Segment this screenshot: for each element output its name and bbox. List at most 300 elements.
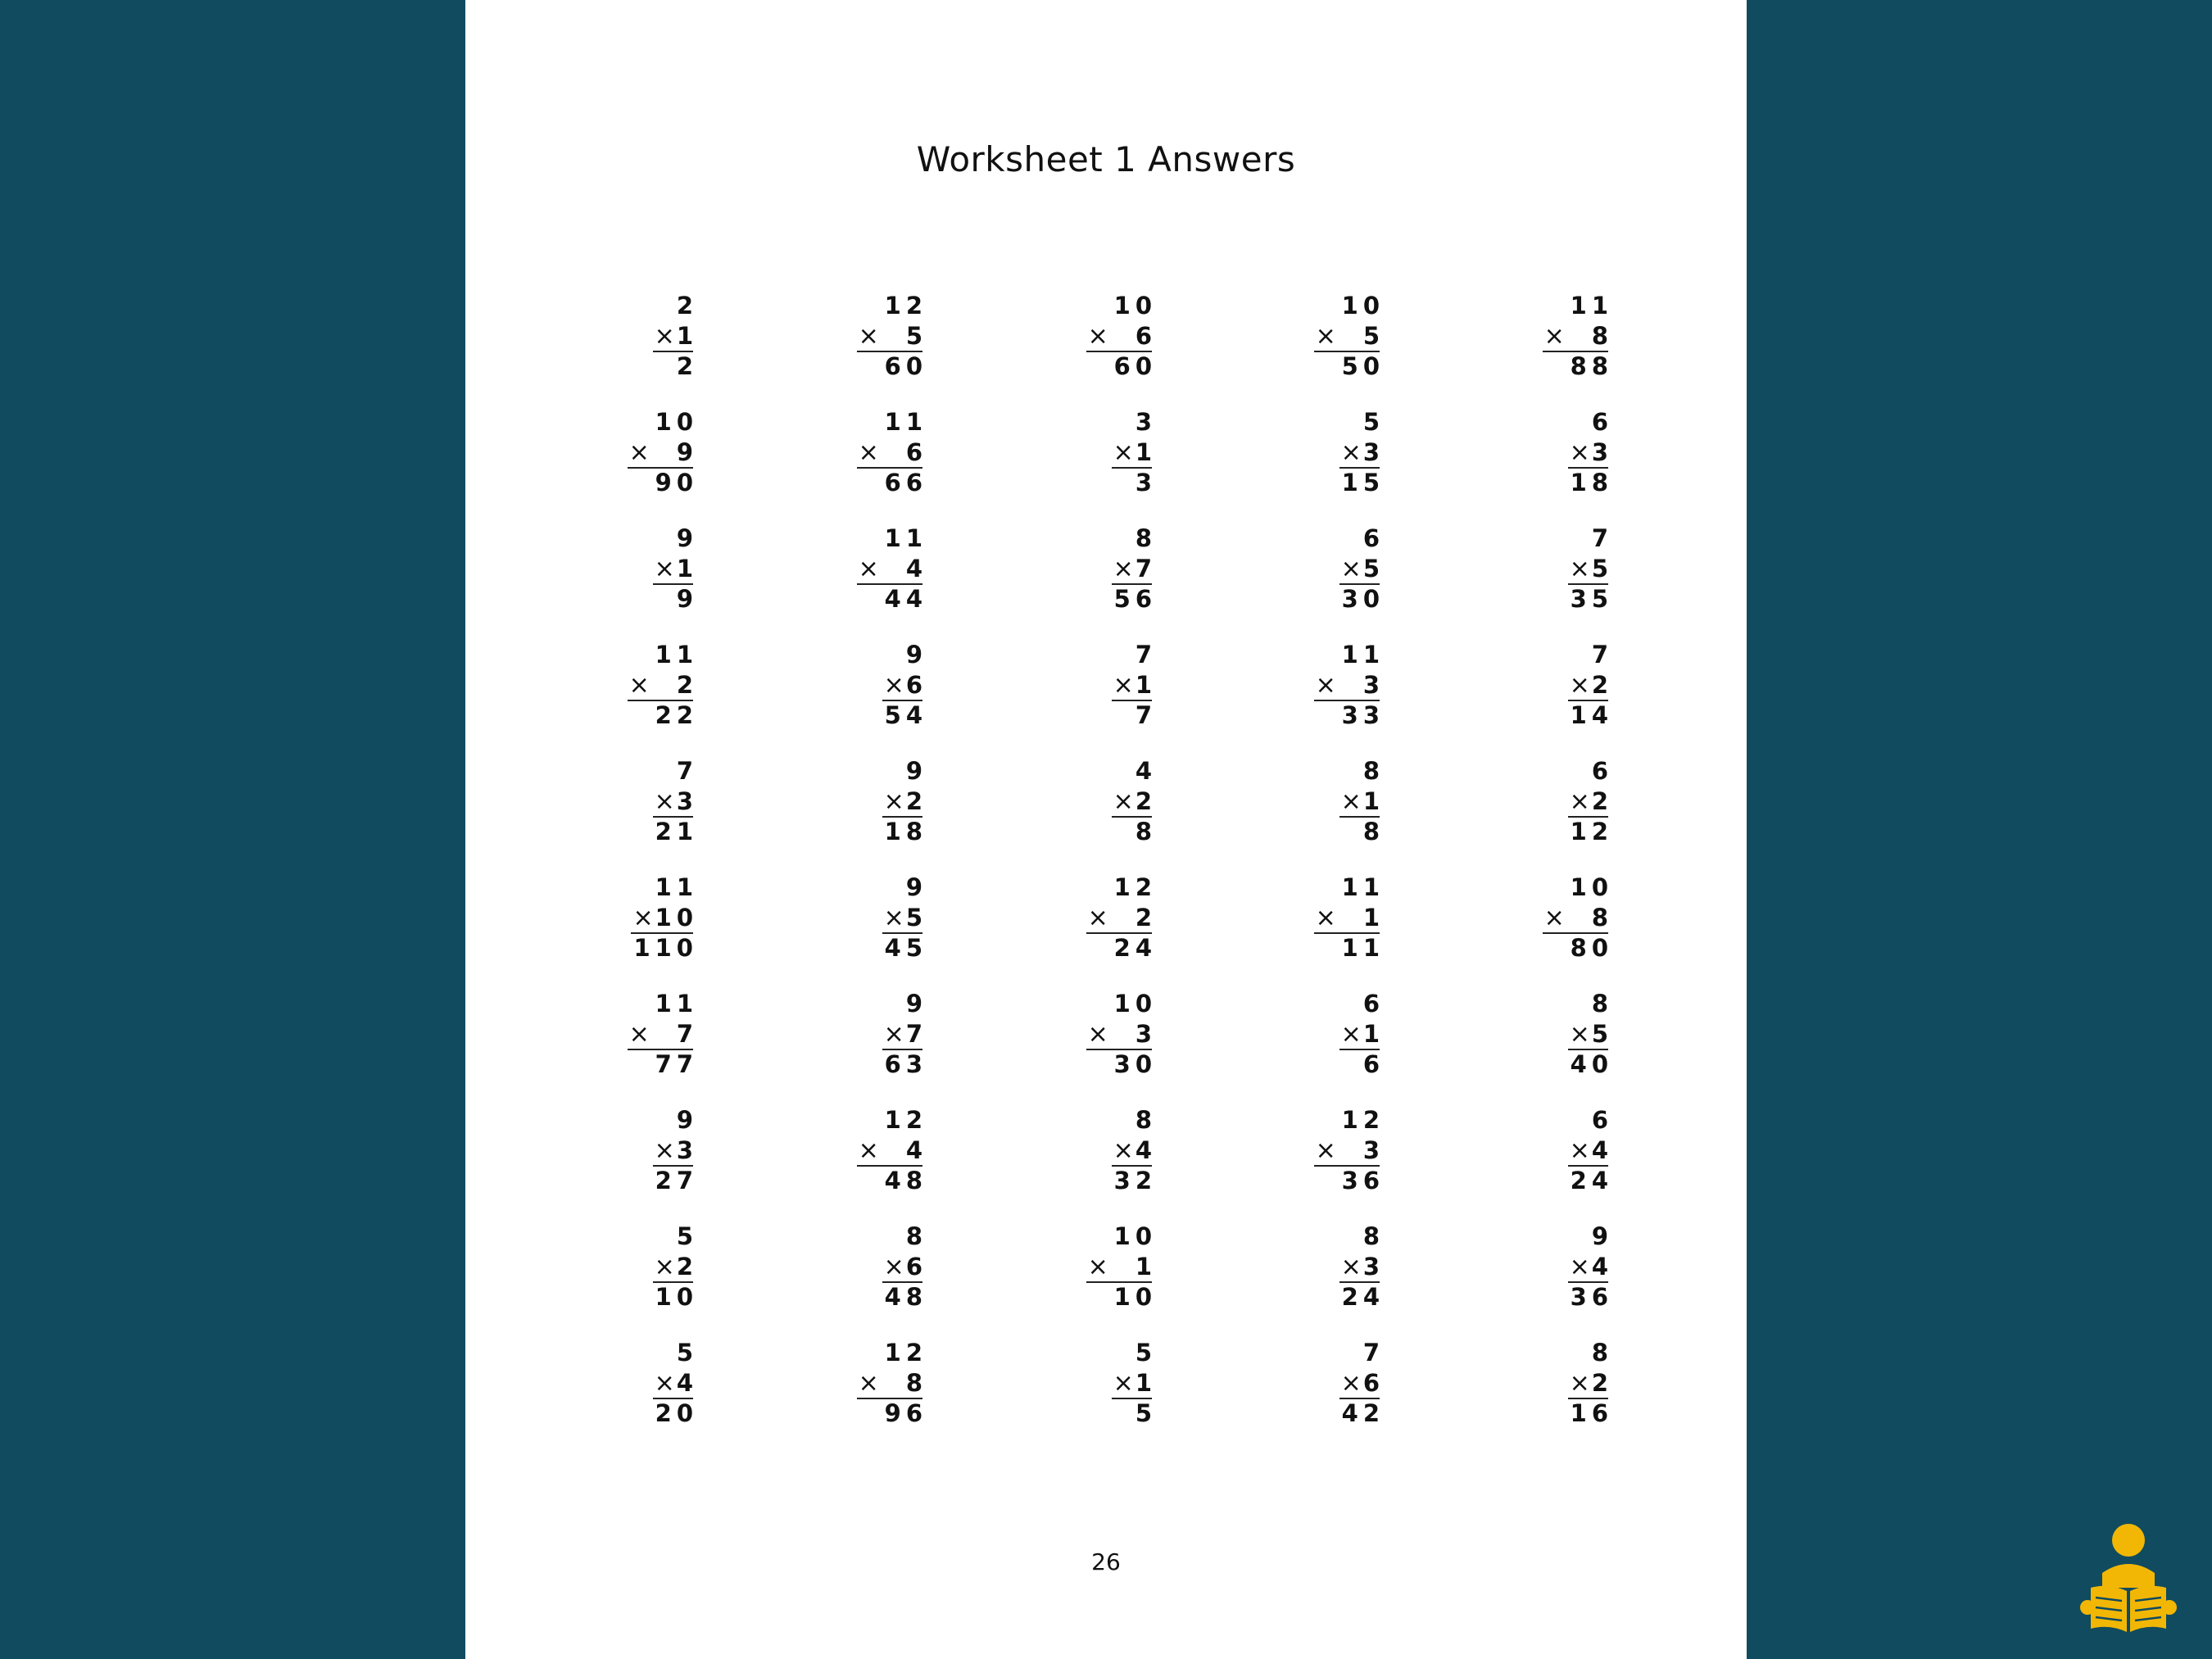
product-answer: 66 bbox=[884, 469, 927, 496]
times-sign: × bbox=[1113, 787, 1134, 816]
multiplication-problem bbox=[1029, 1338, 1157, 1436]
multiplication-problem bbox=[1485, 756, 1613, 854]
multiplier-line bbox=[859, 437, 927, 468]
times-sign: × bbox=[628, 1020, 650, 1049]
times-sign: × bbox=[858, 555, 879, 583]
product-answer: 18 bbox=[884, 818, 927, 845]
product-answer: 54 bbox=[884, 701, 927, 729]
multiplier-line bbox=[1316, 321, 1385, 351]
product-answer: 10 bbox=[1113, 1283, 1157, 1311]
multiplier: 3 bbox=[1362, 1253, 1385, 1281]
product-answer: 88 bbox=[1570, 352, 1613, 380]
multiplier-line bbox=[859, 1368, 927, 1398]
multiplication-problem bbox=[800, 1338, 927, 1436]
product-answer: 48 bbox=[884, 1283, 927, 1311]
multiplication-problem bbox=[800, 873, 927, 971]
times-sign: × bbox=[1569, 787, 1590, 816]
multiplication-problem bbox=[1029, 291, 1157, 389]
multiplication-problem bbox=[1257, 1338, 1385, 1436]
multiplicand: 6 bbox=[1591, 408, 1613, 436]
multiplication-problem bbox=[570, 1338, 698, 1436]
multiplier-line bbox=[655, 786, 698, 817]
multiplication-problem bbox=[1257, 640, 1385, 738]
multiplicand: 5 bbox=[1362, 408, 1385, 436]
times-sign: × bbox=[1087, 322, 1108, 351]
multiplication-problem bbox=[1485, 640, 1613, 738]
multiplier: 3 bbox=[1362, 438, 1385, 466]
multiplicand: 9 bbox=[905, 641, 927, 669]
reader-right-hand-shape bbox=[2162, 1600, 2177, 1615]
multiplier: 5 bbox=[905, 322, 927, 350]
times-sign: × bbox=[1569, 1369, 1590, 1398]
multiplier-line bbox=[1570, 1019, 1613, 1049]
times-sign: × bbox=[883, 671, 904, 700]
multiplicand: 9 bbox=[676, 1106, 698, 1134]
page-number: 26 bbox=[1091, 1548, 1121, 1575]
multiplication-problem bbox=[1257, 291, 1385, 389]
times-sign: × bbox=[654, 322, 675, 351]
multiplication-problem bbox=[1029, 873, 1157, 971]
multiplier-line bbox=[1088, 1019, 1157, 1049]
multiplier: 5 bbox=[1591, 555, 1613, 582]
multiplier-line bbox=[1341, 786, 1385, 817]
times-sign: × bbox=[1113, 1369, 1134, 1398]
multiplication-problem bbox=[1029, 989, 1157, 1087]
multiplier-line bbox=[1113, 1368, 1157, 1398]
multiplier: 7 bbox=[676, 1020, 698, 1048]
multiplier: 3 bbox=[676, 787, 698, 815]
multiplication-problem bbox=[1485, 873, 1613, 971]
product-answer: 32 bbox=[1113, 1167, 1157, 1194]
times-sign: × bbox=[632, 904, 654, 932]
times-sign: × bbox=[1340, 1369, 1362, 1398]
times-sign: × bbox=[883, 787, 904, 816]
multiplication-problem bbox=[1257, 1222, 1385, 1320]
multiplication-problem bbox=[800, 291, 927, 389]
multiplicand: 12 bbox=[884, 1339, 927, 1367]
times-sign: × bbox=[1315, 1136, 1336, 1165]
product-answer: 16 bbox=[1570, 1399, 1613, 1427]
multiplicand: 12 bbox=[1341, 1106, 1385, 1134]
multiplication-problem bbox=[570, 1105, 698, 1203]
multiplier: 8 bbox=[1591, 904, 1613, 931]
multiplier: 3 bbox=[1362, 671, 1385, 699]
multiplicand: 10 bbox=[1113, 990, 1157, 1018]
multiplier: 5 bbox=[905, 904, 927, 931]
multiplicand: 7 bbox=[1362, 1339, 1385, 1367]
product-answer: 60 bbox=[884, 352, 927, 380]
multiplier-line bbox=[655, 554, 698, 584]
multiplication-problem bbox=[1485, 1105, 1613, 1203]
multiplier-line bbox=[1544, 321, 1613, 351]
product-answer: 5 bbox=[1135, 1399, 1157, 1427]
multiplier-line bbox=[859, 321, 927, 351]
product-answer: 2 bbox=[676, 352, 698, 380]
times-sign: × bbox=[1569, 555, 1590, 583]
multiplicand: 5 bbox=[676, 1222, 698, 1250]
times-sign: × bbox=[883, 1020, 904, 1049]
times-sign: × bbox=[858, 322, 879, 351]
reader-body-shape bbox=[2102, 1564, 2155, 1588]
multiplication-problem bbox=[1029, 1105, 1157, 1203]
times-sign: × bbox=[1543, 322, 1565, 351]
multiplier-line bbox=[1544, 903, 1613, 933]
multiplier: 1 bbox=[1362, 904, 1385, 931]
multiplication-problem bbox=[570, 989, 698, 1087]
product-answer: 35 bbox=[1570, 585, 1613, 613]
multiplier: 6 bbox=[905, 671, 927, 699]
multiplier: 2 bbox=[1135, 787, 1157, 815]
multiplicand: 11 bbox=[655, 873, 698, 901]
product-answer: 24 bbox=[1341, 1283, 1385, 1311]
multiplication-problem bbox=[800, 640, 927, 738]
multiplication-problem bbox=[800, 756, 927, 854]
multiplicand: 7 bbox=[1591, 641, 1613, 669]
product-answer: 15 bbox=[1341, 469, 1385, 496]
multiplier: 7 bbox=[905, 1020, 927, 1048]
multiplication-problem bbox=[1485, 1338, 1613, 1436]
multiplier: 4 bbox=[905, 1136, 927, 1164]
multiplier-line bbox=[884, 670, 927, 700]
multiplicand: 8 bbox=[1362, 757, 1385, 785]
product-answer: 8 bbox=[1362, 818, 1385, 845]
multiplicand: 6 bbox=[1591, 757, 1613, 785]
times-sign: × bbox=[858, 1369, 879, 1398]
multiplier: 4 bbox=[1591, 1253, 1613, 1281]
multiplicand: 10 bbox=[1341, 292, 1385, 320]
times-sign: × bbox=[1087, 1020, 1108, 1049]
times-sign: × bbox=[858, 1136, 879, 1165]
product-answer: 6 bbox=[1362, 1050, 1385, 1078]
multiplier: 2 bbox=[676, 671, 698, 699]
worksheet-page bbox=[465, 0, 1747, 1659]
product-answer: 63 bbox=[884, 1050, 927, 1078]
product-answer: 10 bbox=[655, 1283, 698, 1311]
multiplication-problem bbox=[570, 873, 698, 971]
multiplicand: 8 bbox=[1591, 990, 1613, 1018]
multiplicand: 9 bbox=[905, 990, 927, 1018]
multiplier-line bbox=[1088, 321, 1157, 351]
multiplication-problem bbox=[570, 291, 698, 389]
multiplier: 2 bbox=[1591, 671, 1613, 699]
multiplication-problem bbox=[800, 524, 927, 622]
multiplier: 6 bbox=[1135, 322, 1157, 350]
product-answer: 9 bbox=[676, 585, 698, 613]
reader-icon bbox=[2079, 1522, 2178, 1634]
multiplier: 1 bbox=[1135, 1369, 1157, 1397]
multiplication-problem bbox=[1029, 756, 1157, 854]
multiplier: 2 bbox=[905, 787, 927, 815]
multiplier-line bbox=[655, 321, 698, 351]
multiplier-line bbox=[1113, 1135, 1157, 1166]
multiplication-problem bbox=[570, 407, 698, 505]
reader-head-shape bbox=[2112, 1524, 2145, 1557]
multiplier: 8 bbox=[905, 1369, 927, 1397]
times-sign: × bbox=[1340, 555, 1362, 583]
multiplier-line bbox=[1570, 670, 1613, 700]
multiplication-problem bbox=[800, 989, 927, 1087]
times-sign: × bbox=[654, 1253, 675, 1281]
product-answer: 30 bbox=[1341, 585, 1385, 613]
product-answer: 42 bbox=[1341, 1399, 1385, 1427]
multiplication-problem bbox=[800, 1105, 927, 1203]
times-sign: × bbox=[654, 787, 675, 816]
multiplicand: 12 bbox=[1113, 873, 1157, 901]
multiplicand: 7 bbox=[1135, 641, 1157, 669]
times-sign: × bbox=[1569, 438, 1590, 467]
product-answer: 90 bbox=[655, 469, 698, 496]
product-answer: 40 bbox=[1570, 1050, 1613, 1078]
multiplier: 9 bbox=[676, 438, 698, 466]
multiplication-problem bbox=[570, 756, 698, 854]
multiplier-line bbox=[1570, 437, 1613, 468]
multiplication-problem bbox=[1257, 1105, 1385, 1203]
multiplicand: 10 bbox=[1570, 873, 1613, 901]
times-sign: × bbox=[1113, 1136, 1134, 1165]
multiplication-problem bbox=[800, 407, 927, 505]
times-sign: × bbox=[1340, 787, 1362, 816]
times-sign: × bbox=[1113, 438, 1134, 467]
product-answer: 14 bbox=[1570, 701, 1613, 729]
multiplier-line bbox=[1316, 903, 1385, 933]
times-sign: × bbox=[1569, 1020, 1590, 1049]
multiplier: 3 bbox=[676, 1136, 698, 1164]
product-answer: 22 bbox=[655, 701, 698, 729]
times-sign: × bbox=[883, 904, 904, 932]
multiplier-line bbox=[1341, 1252, 1385, 1282]
multiplication-problem bbox=[570, 1222, 698, 1320]
product-answer: 45 bbox=[884, 934, 927, 962]
multiplication-problem bbox=[800, 1222, 927, 1320]
multiplication-problem bbox=[1029, 524, 1157, 622]
multiplier: 1 bbox=[676, 555, 698, 582]
multiplication-problem bbox=[1029, 407, 1157, 505]
multiplication-problem bbox=[1485, 407, 1613, 505]
multiplier-line bbox=[1316, 1135, 1385, 1166]
multiplier-line bbox=[884, 1252, 927, 1282]
times-sign: × bbox=[1569, 1136, 1590, 1165]
multiplier: 6 bbox=[905, 438, 927, 466]
multiplier: 3 bbox=[1135, 1020, 1157, 1048]
multiplication-problem bbox=[1257, 989, 1385, 1087]
multiplicand: 10 bbox=[655, 408, 698, 436]
multiplicand: 9 bbox=[1591, 1222, 1613, 1250]
multiplier: 1 bbox=[1135, 438, 1157, 466]
problem-grid bbox=[465, 0, 1747, 1659]
times-sign: × bbox=[654, 1136, 675, 1165]
multiplier: 2 bbox=[1591, 1369, 1613, 1397]
product-answer: 80 bbox=[1570, 934, 1613, 962]
multiplicand: 10 bbox=[1113, 1222, 1157, 1250]
multiplier: 1 bbox=[1362, 1020, 1385, 1048]
multiplication-problem bbox=[1257, 756, 1385, 854]
times-sign: × bbox=[1340, 438, 1362, 467]
product-answer: 24 bbox=[1113, 934, 1157, 962]
multiplicand: 2 bbox=[676, 292, 698, 320]
multiplier-line bbox=[859, 1135, 927, 1166]
multiplier-line bbox=[1570, 554, 1613, 584]
multiplier: 2 bbox=[1135, 904, 1157, 931]
multiplier-line bbox=[629, 670, 698, 700]
multiplication-problem bbox=[1485, 291, 1613, 389]
multiplicand: 11 bbox=[884, 408, 927, 436]
multiplier: 6 bbox=[1362, 1369, 1385, 1397]
product-answer: 36 bbox=[1570, 1283, 1613, 1311]
multiplier-line bbox=[629, 437, 698, 468]
product-answer: 48 bbox=[884, 1167, 927, 1194]
multiplicand: 5 bbox=[1135, 1339, 1157, 1367]
multiplier-line bbox=[1088, 1252, 1157, 1282]
product-answer: 30 bbox=[1113, 1050, 1157, 1078]
multiplicand: 6 bbox=[1591, 1106, 1613, 1134]
multiplicand: 9 bbox=[905, 757, 927, 785]
product-answer: 8 bbox=[1135, 818, 1157, 845]
times-sign: × bbox=[1087, 1253, 1108, 1281]
multiplicand: 9 bbox=[905, 873, 927, 901]
multiplier-line bbox=[1570, 1135, 1613, 1166]
product-answer: 33 bbox=[1341, 701, 1385, 729]
product-answer: 7 bbox=[1135, 701, 1157, 729]
multiplicand: 6 bbox=[1362, 524, 1385, 552]
times-sign: × bbox=[1315, 322, 1336, 351]
multiplier: 2 bbox=[1591, 787, 1613, 815]
multiplication-problem bbox=[1485, 524, 1613, 622]
multiplication-problem bbox=[1257, 873, 1385, 971]
multiplicand: 4 bbox=[1135, 757, 1157, 785]
multiplier: 6 bbox=[905, 1253, 927, 1281]
multiplicand: 11 bbox=[1570, 292, 1613, 320]
multiplication-problem bbox=[570, 640, 698, 738]
times-sign: × bbox=[883, 1253, 904, 1281]
product-answer: 12 bbox=[1570, 818, 1613, 845]
multiplier-line bbox=[1341, 1019, 1385, 1049]
product-answer: 21 bbox=[655, 818, 698, 845]
product-answer: 77 bbox=[655, 1050, 698, 1078]
product-answer: 20 bbox=[655, 1399, 698, 1427]
multiplier-line bbox=[1341, 554, 1385, 584]
multiplier-line bbox=[1570, 786, 1613, 817]
times-sign: × bbox=[1340, 1253, 1362, 1281]
multiplicand: 8 bbox=[1135, 1106, 1157, 1134]
multiplicand: 7 bbox=[676, 757, 698, 785]
multiplication-problem bbox=[570, 524, 698, 622]
multiplication-problem bbox=[1029, 640, 1157, 738]
product-answer: 27 bbox=[655, 1167, 698, 1194]
product-answer: 3 bbox=[1135, 469, 1157, 496]
multiplier-line bbox=[655, 1135, 698, 1166]
multiplier: 5 bbox=[1362, 322, 1385, 350]
product-answer: 50 bbox=[1341, 352, 1385, 380]
multiplicand: 11 bbox=[1341, 873, 1385, 901]
multiplier-line bbox=[859, 554, 927, 584]
multiplier: 3 bbox=[1591, 438, 1613, 466]
page-title: Worksheet 1 Answers bbox=[916, 139, 1296, 179]
multiplication-problem bbox=[1485, 989, 1613, 1087]
multiplicand: 8 bbox=[905, 1222, 927, 1250]
multiplier-line bbox=[1088, 903, 1157, 933]
times-sign: × bbox=[628, 438, 650, 467]
multiplier: 4 bbox=[676, 1369, 698, 1397]
multiplication-problem bbox=[1485, 1222, 1613, 1320]
times-sign: × bbox=[1113, 671, 1134, 700]
times-sign: × bbox=[1087, 904, 1108, 932]
multiplicand: 3 bbox=[1135, 408, 1157, 436]
times-sign: × bbox=[628, 671, 650, 700]
times-sign: × bbox=[1569, 671, 1590, 700]
multiplier-line bbox=[1113, 786, 1157, 817]
times-sign: × bbox=[654, 555, 675, 583]
product-answer: 44 bbox=[884, 585, 927, 613]
multiplier: 4 bbox=[1591, 1136, 1613, 1164]
product-answer: 56 bbox=[1113, 585, 1157, 613]
multiplier: 5 bbox=[1591, 1020, 1613, 1048]
multiplier: 7 bbox=[1135, 555, 1157, 582]
multiplier-line bbox=[629, 1019, 698, 1049]
multiplier: 4 bbox=[905, 555, 927, 582]
times-sign: × bbox=[1340, 1020, 1362, 1049]
multiplier-line bbox=[1570, 1252, 1613, 1282]
times-sign: × bbox=[1569, 1253, 1590, 1281]
multiplier-line bbox=[884, 1019, 927, 1049]
product-answer: 60 bbox=[1113, 352, 1157, 380]
times-sign: × bbox=[654, 1369, 675, 1398]
multiplier: 1 bbox=[1135, 671, 1157, 699]
multiplier-line bbox=[1113, 554, 1157, 584]
multiplicand: 7 bbox=[1591, 524, 1613, 552]
times-sign: × bbox=[1315, 904, 1336, 932]
product-answer: 110 bbox=[633, 934, 698, 962]
times-sign: × bbox=[1315, 671, 1336, 700]
multiplicand: 8 bbox=[1135, 524, 1157, 552]
multiplicand: 12 bbox=[884, 292, 927, 320]
multiplier-line bbox=[884, 903, 927, 933]
multiplier: 1 bbox=[1362, 787, 1385, 815]
multiplicand: 5 bbox=[676, 1339, 698, 1367]
multiplier-line bbox=[884, 786, 927, 817]
product-answer: 36 bbox=[1341, 1167, 1385, 1194]
multiplicand: 11 bbox=[1341, 641, 1385, 669]
multiplier-line bbox=[1570, 1368, 1613, 1398]
multiplicand: 11 bbox=[655, 990, 698, 1018]
product-answer: 11 bbox=[1341, 934, 1385, 962]
multiplier: 8 bbox=[1591, 322, 1613, 350]
multiplier-line bbox=[1316, 670, 1385, 700]
multiplicand: 10 bbox=[1113, 292, 1157, 320]
multiplicand: 6 bbox=[1362, 990, 1385, 1018]
multiplier-line bbox=[655, 1368, 698, 1398]
multiplier-line bbox=[1113, 670, 1157, 700]
multiplicand: 9 bbox=[676, 524, 698, 552]
multiplier: 10 bbox=[655, 904, 698, 931]
times-sign: × bbox=[1113, 555, 1134, 583]
multiplier: 1 bbox=[1135, 1253, 1157, 1281]
multiplier: 3 bbox=[1362, 1136, 1385, 1164]
reader-left-hand-shape bbox=[2080, 1600, 2095, 1615]
multiplier: 4 bbox=[1135, 1136, 1157, 1164]
multiplication-problem bbox=[1257, 524, 1385, 622]
multiplication-problem bbox=[1257, 407, 1385, 505]
multiplicand: 11 bbox=[884, 524, 927, 552]
product-answer: 24 bbox=[1570, 1167, 1613, 1194]
product-answer: 18 bbox=[1570, 469, 1613, 496]
multiplier-line bbox=[1341, 1368, 1385, 1398]
multiplication-problem bbox=[1029, 1222, 1157, 1320]
times-sign: × bbox=[1543, 904, 1565, 932]
multiplier: 5 bbox=[1362, 555, 1385, 582]
multiplicand: 8 bbox=[1362, 1222, 1385, 1250]
multiplier-line bbox=[655, 1252, 698, 1282]
multiplicand: 11 bbox=[655, 641, 698, 669]
